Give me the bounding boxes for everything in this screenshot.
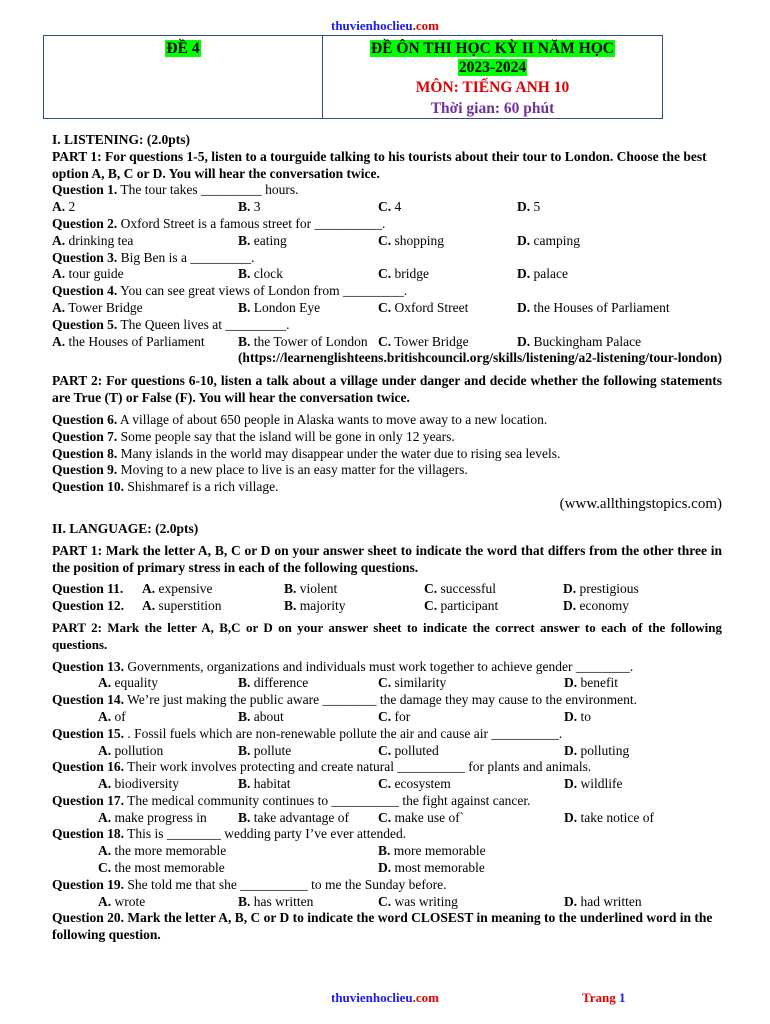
option-letter: C. <box>378 776 392 792</box>
option-letter: C. <box>378 232 392 248</box>
listening-part2-questions <box>52 412 722 496</box>
answer-option-d <box>564 776 623 793</box>
option-letter: D. <box>517 266 531 282</box>
option-text: shopping <box>391 232 445 248</box>
option-text: about <box>250 708 284 724</box>
option-text: Buckingham Palace <box>530 333 642 349</box>
page-number: Trang 1 <box>582 990 626 1005</box>
question-stem <box>52 317 722 334</box>
question-label: Question 2. <box>52 215 118 231</box>
option-text: Tower Bridge <box>391 333 469 349</box>
option-letter: A. <box>98 893 112 909</box>
option-text: difference <box>250 675 309 691</box>
question-stem <box>52 412 722 429</box>
option-letter: B. <box>238 893 251 909</box>
answer-option-b <box>238 894 378 911</box>
question-text: Moving to a new place to live is an easy matter for the villagers. <box>117 462 468 478</box>
question-stem <box>52 216 722 233</box>
option-letter: B. <box>238 776 251 792</box>
answer-option-d <box>517 199 540 216</box>
option-text: the Tower of London <box>250 333 368 349</box>
question-stem <box>52 182 722 199</box>
section-language-heading: II. LANGUAGE: (2.0pts) <box>52 520 199 536</box>
exam-time: Thời gian: 60 phút <box>430 100 555 117</box>
option-letter: B. <box>238 333 251 349</box>
option-text: polluting <box>577 742 630 758</box>
option-letter: B. <box>238 299 251 315</box>
answer-option-a <box>98 843 378 860</box>
option-letter: D. <box>564 675 578 691</box>
exam-title-cell <box>323 36 662 118</box>
exam-code-cell <box>44 36 323 118</box>
question-text: The Queen lives at _________. <box>117 316 290 332</box>
answer-option-d <box>517 334 641 351</box>
answer-option-a <box>98 675 238 692</box>
question-text: You can see great views of London from _________. <box>117 283 408 299</box>
stress-questions <box>52 581 722 615</box>
answer-option-b <box>238 776 378 793</box>
question-stem <box>52 759 722 776</box>
answer-option-b <box>378 843 486 860</box>
question-label: Question 8. <box>52 445 118 461</box>
answer-options <box>52 598 722 615</box>
question-label: Question 17. <box>52 792 125 808</box>
option-text: camping <box>530 232 580 248</box>
option-letter: B. <box>284 598 297 614</box>
option-letter: D. <box>517 199 531 215</box>
answer-option-a <box>98 776 238 793</box>
answer-option-b <box>238 743 378 760</box>
question-text: Oxford Street is a famous street for __________. <box>117 215 386 231</box>
question-label: Question 1. <box>52 182 118 198</box>
answer-options <box>52 843 722 860</box>
question-text: Big Ben is a _________. <box>117 249 255 265</box>
answer-option-c <box>378 709 564 726</box>
question-text: The medical community continues to __________ the fight against cancer. <box>124 792 531 808</box>
question-label: Question 6. <box>52 411 118 427</box>
option-letter: B. <box>284 581 297 597</box>
answer-option-d <box>563 581 639 598</box>
answer-options <box>52 675 722 692</box>
question-stem <box>52 726 722 743</box>
question-text: Some people say that the island will be gone in only 12 years. <box>117 428 455 444</box>
option-letter: B. <box>238 708 251 724</box>
option-letter: B. <box>238 742 251 758</box>
question-stem <box>52 877 722 894</box>
option-letter: D. <box>378 860 392 876</box>
option-letter: C. <box>378 675 392 691</box>
option-letter: B. <box>238 809 251 825</box>
answer-option-a <box>52 199 238 216</box>
option-letter: B. <box>238 199 251 215</box>
answer-option-b <box>238 675 378 692</box>
option-text: make use of` <box>391 809 465 825</box>
option-text: 4 <box>391 199 402 215</box>
question-stem <box>52 479 722 496</box>
section-listening-heading: I. LISTENING: (2.0pts) <box>52 132 191 147</box>
answer-option-b <box>284 581 424 598</box>
question-text: A village of about 650 people in Alaska wants to move away to a new location. <box>117 411 548 427</box>
option-text: economy <box>576 598 629 614</box>
option-letter: D. <box>564 742 578 758</box>
question-stem <box>52 446 722 463</box>
exam-content <box>52 132 722 944</box>
answer-option-a <box>98 894 238 911</box>
option-text: violent <box>296 581 338 597</box>
question-label: Question 14. <box>52 692 125 708</box>
option-text: London Eye <box>250 299 321 315</box>
answer-option-c <box>378 199 517 216</box>
option-letter: C. <box>378 333 392 349</box>
question-text: Their work involves protecting and create natural __________ for plants and animals. <box>124 759 592 775</box>
answer-options <box>52 709 722 726</box>
option-letter: D. <box>564 708 578 724</box>
option-text: clock <box>250 266 284 282</box>
option-letter: D. <box>563 581 577 597</box>
option-letter: D. <box>564 893 578 909</box>
option-text: take advantage of <box>250 809 349 825</box>
option-text: the more memorable <box>111 843 227 859</box>
question-label: Question 3. <box>52 249 118 265</box>
answer-options <box>52 743 722 760</box>
site-watermark-bottom: thuvienhoclieu.com <box>331 990 439 1005</box>
option-text: drinking tea <box>65 232 134 248</box>
option-letter: A. <box>98 809 112 825</box>
question-text: . Fossil fuels which are non-renewable pollute the air and cause air __________. <box>124 725 563 741</box>
question-stem <box>52 283 722 300</box>
option-letter: A. <box>98 776 112 792</box>
answer-option-c <box>378 743 564 760</box>
answer-option-b <box>238 233 378 250</box>
answer-option-c <box>424 598 563 615</box>
question-text: We’re just making the public aware ________ the damage they may cause to the environment. <box>124 692 638 708</box>
answer-option-d <box>517 233 580 250</box>
option-letter: D. <box>564 809 578 825</box>
option-text: of <box>111 708 126 724</box>
question-text: Many islands in the world may disappear under the water due to rising sea levels. <box>117 445 561 461</box>
question-stem <box>52 793 722 810</box>
option-letter: A. <box>142 598 156 614</box>
option-letter: C. <box>378 199 392 215</box>
answer-option-c <box>424 581 563 598</box>
option-letter: C. <box>424 581 438 597</box>
answer-option-b <box>238 266 378 283</box>
option-letter: C. <box>378 299 392 315</box>
question-text: The tour takes _________ hours. <box>117 182 299 198</box>
answer-options <box>52 860 722 877</box>
answer-options <box>52 266 722 283</box>
option-text: tour guide <box>65 266 124 282</box>
answer-option-b <box>238 300 378 317</box>
question-stem <box>52 826 722 843</box>
answer-option-d <box>564 675 618 692</box>
answer-option-b <box>238 810 378 827</box>
option-letter: A. <box>98 742 112 758</box>
option-letter: A. <box>98 843 112 859</box>
question-label: Question 18. <box>52 826 125 842</box>
option-text: was writing <box>391 893 458 909</box>
option-text: benefit <box>577 675 618 691</box>
question-label: Question 16. <box>52 759 125 775</box>
question-label: Question 19. <box>52 876 125 892</box>
option-text: palace <box>530 266 568 282</box>
option-text: make progress in <box>111 809 207 825</box>
answer-options <box>52 810 722 827</box>
answer-option-b <box>238 709 378 726</box>
question-text: Governments, organizations and individuals must work together to achieve gender ________. <box>124 658 634 674</box>
option-text: 3 <box>250 199 261 215</box>
question-label: Question 7. <box>52 428 118 444</box>
option-letter: B. <box>238 232 251 248</box>
option-text: participant <box>437 598 499 614</box>
option-text: has written <box>250 893 314 909</box>
option-text: majority <box>296 598 346 614</box>
option-letter: C. <box>378 893 392 909</box>
answer-options <box>52 581 722 598</box>
answer-option-a <box>142 598 284 615</box>
option-text: more memorable <box>390 843 486 859</box>
option-letter: A. <box>52 232 66 248</box>
option-text: bridge <box>391 266 429 282</box>
question-stem <box>52 429 722 446</box>
answer-option-a <box>52 266 238 283</box>
answer-option-d <box>564 810 654 827</box>
answer-option-a <box>98 810 238 827</box>
answer-options <box>52 233 722 250</box>
exam-year: 2023-2024 <box>458 59 527 76</box>
answer-option-c <box>378 233 517 250</box>
option-letter: D. <box>517 299 531 315</box>
question-text: She told me that she __________ to me the Sunday before. <box>124 876 447 892</box>
answer-option-d <box>517 300 670 317</box>
answer-option-c <box>378 776 564 793</box>
question-stem <box>52 659 722 676</box>
option-letter: A. <box>98 708 112 724</box>
language-part2-instructions: PART 2: Mark the letter A, B,C or D on your answer sheet to indicate the correct answer to each of the following questions. <box>52 619 722 652</box>
answer-option-d <box>378 860 485 877</box>
source-citation-1: (https://learnenglishteens.britishcouncil.org/skills/listening/a2-listening/tour-london) <box>237 350 722 366</box>
option-text: had written <box>577 893 642 909</box>
option-letter: A. <box>52 266 66 282</box>
answer-options <box>52 300 722 317</box>
question-text: This is ________ wedding party I’ve ever attended. <box>124 826 407 842</box>
option-text: pollution <box>111 742 164 758</box>
option-text: most memorable <box>391 860 485 876</box>
option-letter: C. <box>378 742 392 758</box>
answer-option-d <box>517 266 568 283</box>
option-text: the most memorable <box>111 860 225 876</box>
answer-option-a <box>98 743 238 760</box>
question-label: Question 9. <box>52 462 118 478</box>
option-letter: C. <box>378 708 392 724</box>
answer-option-a <box>52 334 238 351</box>
option-text: superstition <box>155 598 222 614</box>
answer-option-c <box>378 300 517 317</box>
answer-option-c <box>378 810 564 827</box>
option-letter: C. <box>378 266 392 282</box>
answer-option-c <box>378 894 564 911</box>
answer-option-d <box>563 598 629 615</box>
option-letter: A. <box>52 299 66 315</box>
option-text: equality <box>111 675 158 691</box>
option-letter: A. <box>142 581 156 597</box>
option-text: the Houses of Parliament <box>65 333 205 349</box>
question-label: Question 15. <box>52 725 125 741</box>
answer-option-a <box>142 581 284 598</box>
answer-option-d <box>564 743 629 760</box>
option-letter: D. <box>564 776 578 792</box>
question-label: Question 12. <box>52 598 125 614</box>
question-stem <box>52 692 722 709</box>
option-letter: B. <box>378 843 391 859</box>
answer-option-a <box>52 233 238 250</box>
option-text: the Houses of Parliament <box>530 299 670 315</box>
question-text: Shishmaref is a rich village. <box>124 479 279 495</box>
option-letter: D. <box>517 333 531 349</box>
source-citation-2: (www.allthingstopics.com) <box>559 495 722 512</box>
option-text: take notice of <box>577 809 654 825</box>
question-label: Question 5. <box>52 316 118 332</box>
exam-code: ĐỀ 4 <box>166 40 200 57</box>
option-text: biodiversity <box>111 776 179 792</box>
question-label: Question 4. <box>52 283 118 299</box>
answer-option-b <box>284 598 424 615</box>
answer-option-a <box>52 300 238 317</box>
option-text: 2 <box>65 199 76 215</box>
answer-option-d <box>564 709 591 726</box>
answer-option-c <box>378 675 564 692</box>
option-letter: B. <box>238 675 251 691</box>
answer-options <box>52 894 722 911</box>
option-text: Oxford Street <box>391 299 469 315</box>
site-watermark-top: thuvienhoclieu.com <box>331 18 439 33</box>
option-letter: A. <box>52 333 66 349</box>
option-text: expensive <box>155 581 213 597</box>
exam-title: ĐỀ ÔN THI HỌC KỲ II NĂM HỌC <box>371 40 614 57</box>
exam-subject: MÔN: TIẾNG ANH 10 <box>415 79 570 96</box>
answer-option-b <box>238 334 378 351</box>
answer-option-c <box>378 334 517 351</box>
option-text: habitat <box>250 776 291 792</box>
option-letter: A. <box>98 675 112 691</box>
language-part1-instructions: PART 1: Mark the letter A, B, C or D on your answer sheet to indicate the word that differs from the other three in the position of primary stress in each of the following questions. <box>52 542 722 575</box>
option-letter: A. <box>52 199 66 215</box>
option-letter: D. <box>563 598 577 614</box>
question-20-instructions: Question 20. Mark the letter A, B, C or D to indicate the word CLOSEST in meaning to the underlined word in the following question. <box>52 910 713 943</box>
option-text: 5 <box>530 199 541 215</box>
option-letter: C. <box>98 860 112 876</box>
option-letter: C. <box>424 598 438 614</box>
option-text: prestigious <box>576 581 639 597</box>
question-label: Question 10. <box>52 479 125 495</box>
option-text: similarity <box>391 675 447 691</box>
option-text: for <box>391 708 411 724</box>
option-text: pollute <box>250 742 292 758</box>
question-label: Question 13. <box>52 658 125 674</box>
option-letter: D. <box>517 232 531 248</box>
option-text: to <box>577 708 592 724</box>
option-text: Tower Bridge <box>65 299 143 315</box>
answer-option-a <box>98 709 238 726</box>
answer-options <box>52 776 722 793</box>
option-text: wrote <box>111 893 146 909</box>
option-text: successful <box>437 581 496 597</box>
option-text: wildlife <box>577 776 623 792</box>
option-text: eating <box>250 232 287 248</box>
exam-header <box>43 35 663 119</box>
option-letter: C. <box>378 809 392 825</box>
answer-options <box>52 334 722 351</box>
answer-option-b <box>238 199 378 216</box>
grammar-questions <box>52 659 722 911</box>
answer-option-c <box>98 860 378 877</box>
answer-options <box>52 199 722 216</box>
option-letter: B. <box>238 266 251 282</box>
listening-part2-instructions: PART 2: For questions 6-10, listen a talk about a village under danger and decide whether the following statements are True (T) or False (F). You will hear the conversation twice. <box>52 373 722 406</box>
option-text: ecosystem <box>391 776 451 792</box>
question-stem <box>52 462 722 479</box>
answer-option-d <box>564 894 642 911</box>
listening-part1-instructions: PART 1: For questions 1-5, listen to a tourguide talking to his tourists about their tour to London. Choose the best option A, B, C or D. You will hear the conversation twice. <box>52 148 707 181</box>
option-text: polluted <box>391 742 439 758</box>
question-label: Question 11. <box>52 581 124 597</box>
listening-part1-questions <box>52 182 722 350</box>
question-stem <box>52 250 722 267</box>
answer-option-c <box>378 266 517 283</box>
